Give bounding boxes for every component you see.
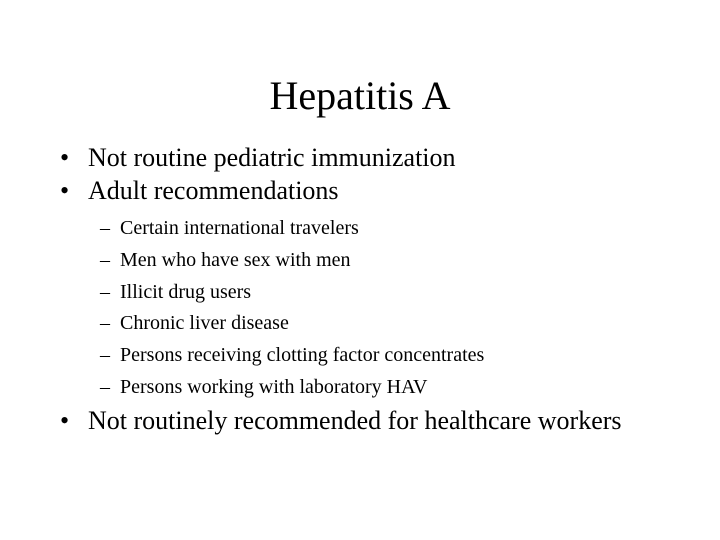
bullet-text: Not routine pediatric immunization — [88, 143, 456, 172]
bullet-text: Adult recommendations — [88, 176, 339, 205]
bullet-text: Not routinely recommended for healthcare workers — [88, 406, 622, 435]
sub-bullet-dash: – — [100, 217, 110, 239]
sub-bullet-dash: – — [100, 281, 110, 303]
sub-bullet-text: Persons working with laboratory HAV — [120, 376, 428, 398]
bullet-dot: • — [60, 143, 70, 172]
sub-bullet-dash: – — [100, 344, 110, 366]
slide-title: Hepatitis A — [269, 73, 451, 118]
bullet-dot: • — [60, 406, 70, 435]
sub-bullet-text: Illicit drug users — [120, 281, 252, 303]
sub-bullet-text: Men who have sex with men — [120, 249, 351, 271]
sub-bullet-text: Chronic liver disease — [120, 312, 289, 334]
sub-bullet-dash: – — [100, 249, 110, 271]
sub-bullet-text: Certain international travelers — [120, 217, 359, 239]
sub-bullet-dash: – — [100, 312, 110, 334]
sub-bullet-text: Persons receiving clotting factor concentrates — [120, 344, 485, 366]
bullet-dot: • — [60, 176, 70, 205]
sub-bullet-dash: – — [100, 376, 110, 398]
